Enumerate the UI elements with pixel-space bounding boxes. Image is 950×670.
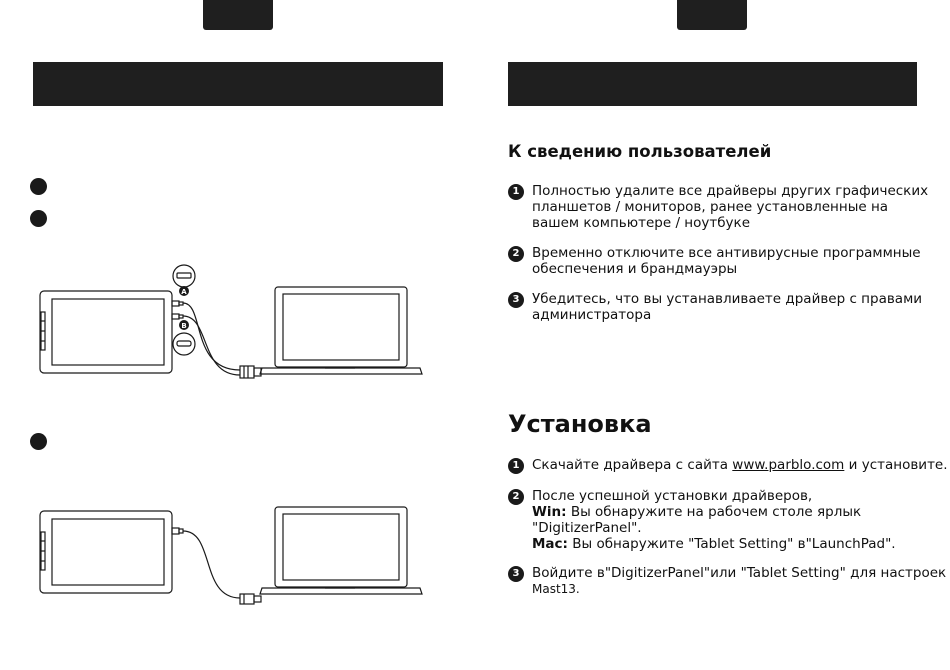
notice-item-3 [532,291,922,323]
mac-text: Вы обнаружите "Tablet Setting" в"LaunchPad". [567,536,896,552]
notice-item-2 [532,245,921,277]
notice-item-1-line-1: Полностью удалите все драйверы других графических [532,183,929,199]
install-number-2: 2 [508,489,524,505]
install-step-2-intro: После успешной установки драйверов, [532,488,813,504]
notice-number-3: 3 [508,292,524,308]
win-text-2: "DigitizerPanel". [532,520,642,536]
notice-item-1-line-2: планшетов / мониторов, ранее установленные на [532,199,889,215]
install-step-3-line-1: Войдите в"DigitizerPanel"или "Tablet Setting" для настроек [532,565,947,581]
install-step-2 [532,488,896,552]
win-label: Win: [532,504,567,520]
notice-number-1: 1 [508,184,524,200]
notice-item-2-line-2: обеспечения и брандмауэры [532,261,738,277]
notice-item-1-line-3: вашем компьютере / ноутбуке [532,215,750,231]
install-step-3-line-2: Mast13. [532,582,580,596]
notice-item-1 [532,183,928,231]
cable-b-label: B [181,322,187,330]
install-step-3 [532,565,947,597]
notice-item-3-line-2: администратора [532,307,652,323]
cable-a-label: A [181,288,187,296]
notice-heading: К сведению пользователей [508,142,772,161]
install-number-3: 3 [508,566,524,582]
install-step-1 [532,457,948,473]
parblo-website-link[interactable]: www.parblo.com [732,457,845,473]
notice-number-2: 2 [508,246,524,262]
install-step-1-prefix: Скачайте драйвера с сайта [532,457,733,473]
notice-item-3-line-1: Убедитесь, что вы устанавливаете драйвер с правами [532,291,923,307]
win-text: Вы обнаружите на рабочем столе ярлык [566,504,862,520]
install-step-1-suffix: и установите. [844,457,948,473]
install-heading: Установка [508,410,652,438]
notice-item-2-line-1: Временно отключите все антивирусные программные [532,245,921,261]
mac-label: Mac: [532,536,568,552]
install-number-1: 1 [508,458,524,474]
